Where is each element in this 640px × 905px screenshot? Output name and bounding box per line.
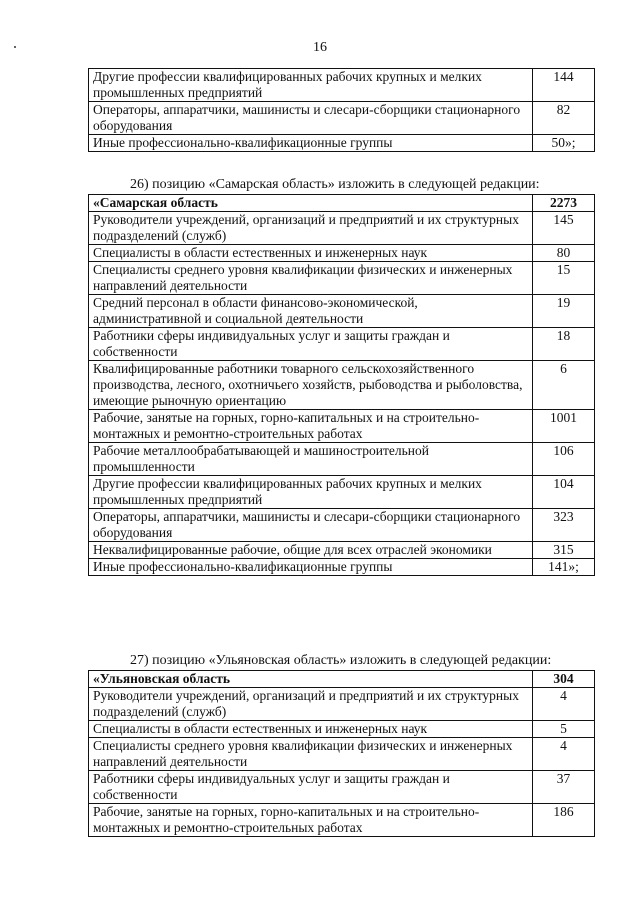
- row-label: Руководители учреждений, организаций и предприятий и их структурных подразделений (служб): [89, 688, 533, 721]
- table-top-continued: [88, 68, 595, 152]
- table-row: [89, 443, 595, 476]
- row-value: 18: [533, 328, 595, 361]
- table-row: [89, 509, 595, 542]
- page-number: 16: [313, 40, 327, 55]
- table-ulyanovsk: [88, 670, 595, 837]
- row-label: Другие профессии квалифицированных рабочих крупных и мелких промышленных предприятий: [89, 69, 533, 102]
- row-label: Рабочие металлообрабатывающей и машиностроительной промышленности: [89, 443, 533, 476]
- row-value: 37: [533, 771, 595, 804]
- row-value: 1001: [533, 410, 595, 443]
- row-value: 144: [533, 69, 595, 102]
- row-label: Квалифицированные работники товарного сельскохозяйственного производства, лесного, охотничьего хозяйств, рыбоводства и рыболовства, имеющие рыночную ориентацию: [89, 361, 533, 410]
- row-label: Работники сферы индивидуальных услуг и защиты граждан и собственности: [89, 771, 533, 804]
- table-row: [89, 476, 595, 509]
- table-header-row: [89, 195, 595, 212]
- row-label: Специалисты среднего уровня квалификации физических и инженерных направлений деятельности: [89, 738, 533, 771]
- table-row: [89, 135, 595, 152]
- row-label: Специалисты в области естественных и инженерных наук: [89, 721, 533, 738]
- table-row: [89, 721, 595, 738]
- scan-speck: [14, 46, 16, 48]
- row-label: Другие профессии квалифицированных рабочих крупных и мелких промышленных предприятий: [89, 476, 533, 509]
- row-label: Операторы, аппаратчики, машинисты и слесари-сборщики стационарного оборудования: [89, 509, 533, 542]
- row-label: Иные профессионально-квалификационные группы: [89, 135, 533, 152]
- row-label: Иные профессионально-квалификационные группы: [89, 559, 533, 576]
- row-value: 106: [533, 443, 595, 476]
- table-row: [89, 542, 595, 559]
- section-26-intro: 26) позицию «Самарская область» изложить в следующей редакции:: [130, 177, 540, 192]
- row-label: Работники сферы индивидуальных услуг и защиты граждан и собственности: [89, 328, 533, 361]
- table-samara: [88, 194, 595, 576]
- table-row: [89, 688, 595, 721]
- table-row: [89, 245, 595, 262]
- row-value: 315: [533, 542, 595, 559]
- row-value: 145: [533, 212, 595, 245]
- row-value: 186: [533, 804, 595, 837]
- row-value: 50»;: [533, 135, 595, 152]
- region-title: «Самарская область: [89, 195, 533, 212]
- table-row: [89, 328, 595, 361]
- table-row: [89, 295, 595, 328]
- row-label: Операторы, аппаратчики, машинисты и слесари-сборщики стационарного оборудования: [89, 102, 533, 135]
- table-header-row: [89, 671, 595, 688]
- table-row: [89, 738, 595, 771]
- table-row: [89, 262, 595, 295]
- row-value: 4: [533, 688, 595, 721]
- row-label: Рабочие, занятые на горных, горно-капитальных и на строительно-монтажных и ремонтно-строительных работах: [89, 410, 533, 443]
- row-label: Специалисты среднего уровня квалификации физических и инженерных направлений деятельности: [89, 262, 533, 295]
- row-label: Неквалифицированные рабочие, общие для всех отраслей экономики: [89, 542, 533, 559]
- row-value: 82: [533, 102, 595, 135]
- table-row: [89, 361, 595, 410]
- table-row: [89, 410, 595, 443]
- region-total: 2273: [533, 195, 595, 212]
- row-value: 323: [533, 509, 595, 542]
- table-row: [89, 771, 595, 804]
- region-total: 304: [533, 671, 595, 688]
- row-value: 15: [533, 262, 595, 295]
- row-value: 6: [533, 361, 595, 410]
- row-label: Специалисты в области естественных и инженерных наук: [89, 245, 533, 262]
- row-label: Рабочие, занятые на горных, горно-капитальных и на строительно-монтажных и ремонтно-строительных работах: [89, 804, 533, 837]
- row-value: 4: [533, 738, 595, 771]
- row-label: Руководители учреждений, организаций и предприятий и их структурных подразделений (служб): [89, 212, 533, 245]
- table-row: [89, 102, 595, 135]
- table-row: [89, 804, 595, 837]
- row-value: 141»;: [533, 559, 595, 576]
- row-value: 104: [533, 476, 595, 509]
- row-value: 5: [533, 721, 595, 738]
- row-label: Средний персонал в области финансово-экономической, административной и социальной деятельности: [89, 295, 533, 328]
- row-value: 19: [533, 295, 595, 328]
- table-row: [89, 212, 595, 245]
- table-row: [89, 69, 595, 102]
- table-row: [89, 559, 595, 576]
- row-value: 80: [533, 245, 595, 262]
- section-27-intro: 27) позицию «Ульяновская область» изложить в следующей редакции:: [130, 653, 552, 668]
- region-title: «Ульяновская область: [89, 671, 533, 688]
